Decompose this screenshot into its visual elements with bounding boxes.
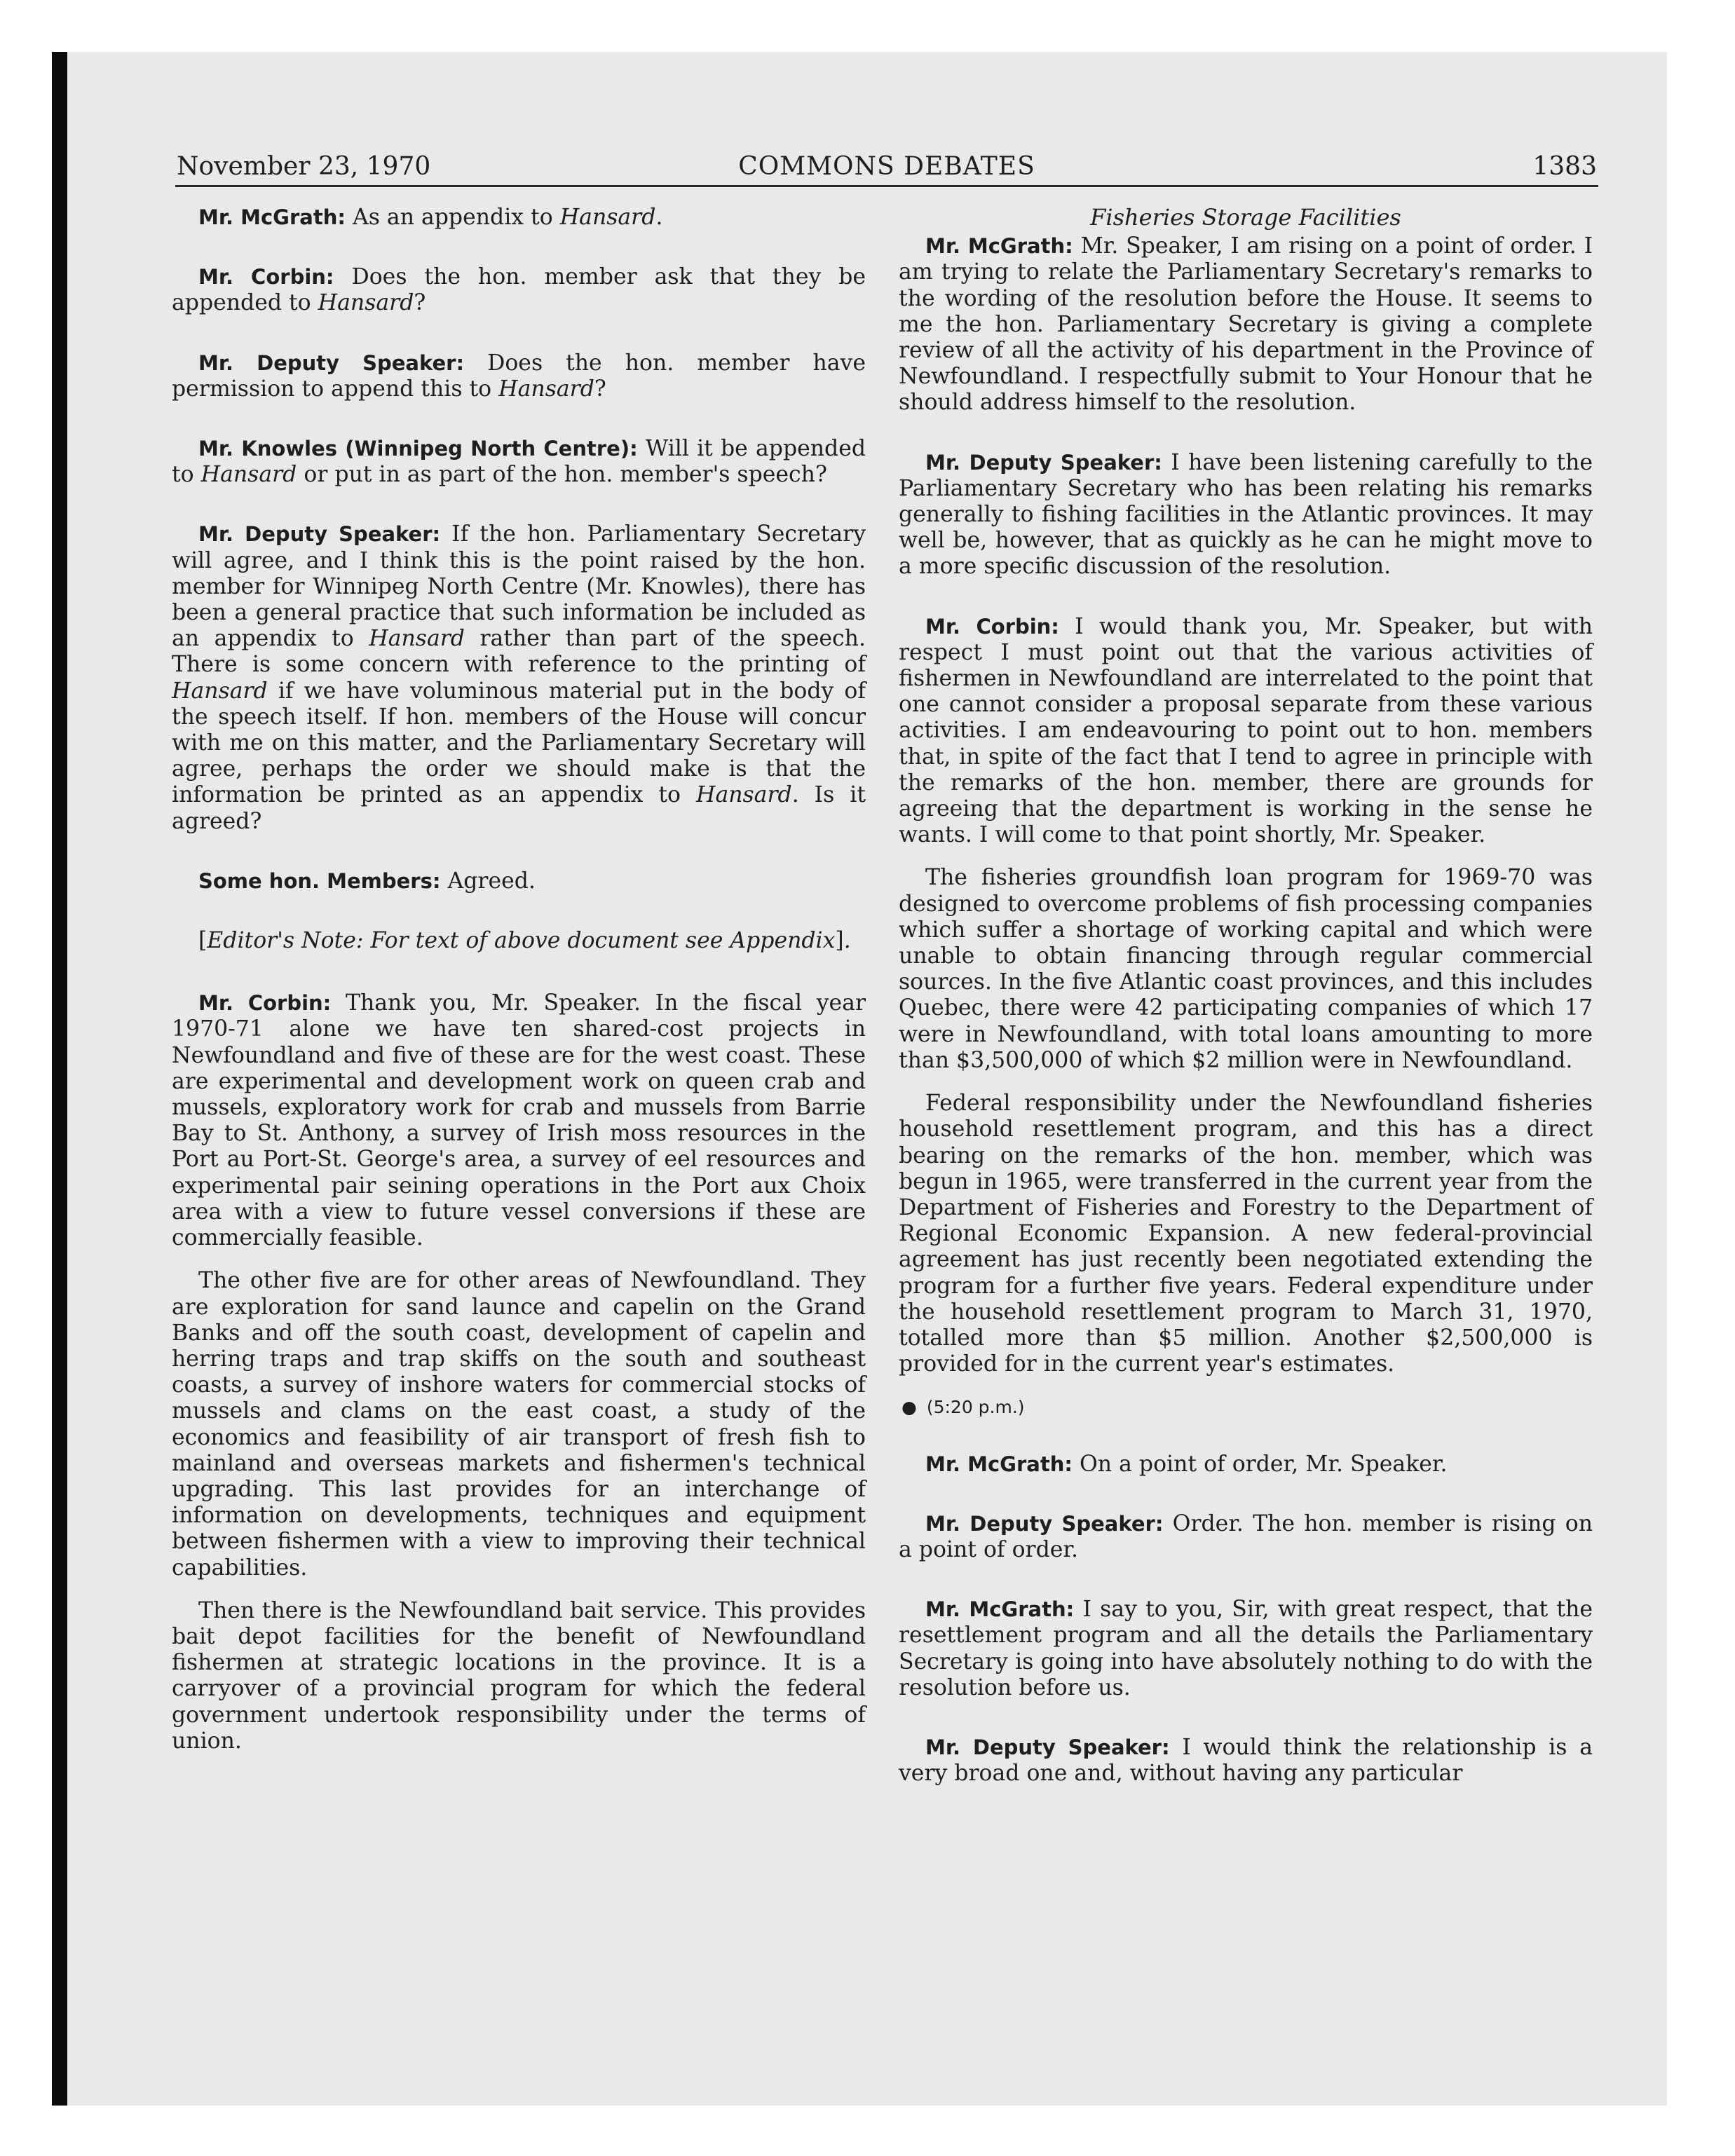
speech-text: I have been listening carefully to the Parliamentary Secretary who has been relating his remarks generally to fishing facilities in the Atlantic provinces. It may well be, however, that as quickly as he can he might move to a more specific discussion of the resolution. (899, 449, 1593, 580)
right-column (899, 205, 1593, 1820)
speech (172, 868, 866, 894)
speech-text: If the hon. Parliamentary Secretary will agree, and I think this is the point raised by the hon. member for Winnipeg North Centre (Mr. Knowles), there has been a general practice that such information be included as an appendix to Hansard rather than part of the speech. There is some concern with reference to the printing of Hansard if we have voluminous material put in the body of the speech itself. If hon. members of the House will concur with me on this matter, and the Parliamentary Secretary will agree, perhaps the order we should make is that the information be printed as an appendix to Hansard. Is it agreed? (172, 521, 866, 834)
speech-text: Will it be appended to Hansard or put in as part of the hon. member's speech? (172, 436, 866, 488)
speech-text: As an appendix to Hansard. (352, 205, 663, 230)
speech-text: I would thank you, Mr. Speaker, but with respect I must point out that the various activities of fishermen in Newfoundland are interrelated to the point that one cannot consider a proposal separate from these various activities. I am endeavouring to point out to hon. members that, in spite of the fact that I tend to agree in principle with the remarks of the hon. member, there are grounds for agreeing that the department is working in the sense he wants. I will come to that point shortly, Mr. Speaker. (899, 613, 1593, 848)
page-number: 1383 (1532, 152, 1597, 181)
speech (172, 264, 866, 316)
speech (172, 205, 866, 231)
page-header (177, 149, 1597, 185)
header-rule (175, 185, 1598, 187)
speech-text: I would think the relationship is a very broad one and, without having any particular (899, 1734, 1593, 1787)
speaker-name: Mr. Deputy Speaker: (925, 1511, 1164, 1536)
speaker-name: Mr. Deputy Speaker: (925, 1735, 1170, 1759)
speech (899, 1452, 1593, 1478)
speech (172, 350, 866, 402)
speech-text: Order. The hon. member is rising on a point of order. (899, 1510, 1593, 1562)
speech (172, 990, 866, 1251)
speech-text: Mr. Speaker, I am rising on a point of order. I am trying to relate the Parliamentary Secretary's remarks to the wording of the resolution before the House. It seems to me the hon. Parliamentary Secretary is giving a complete review of all the activity of his department in the Province of Newfoundland. I respectfully submit to Your Honour that he should address himself to the resolution. (899, 233, 1593, 416)
time-stamp-text: (5:20 p.m.) (926, 1397, 1025, 1418)
speaker-name: Mr. Corbin: (198, 991, 332, 1016)
speaker-name: Mr. McGrath: (925, 234, 1073, 259)
speech-text: Agreed. (447, 868, 536, 894)
paragraph: Federal responsibility under the Newfoundland fisheries household resettlement program, and this has a direct bearing on the remarks of the hon. member, which was begun in 1965, were transferred in the current year from the Department of Fisheries and Forestry to the Department of Regional Economic Expansion. A new federal-provincial agreement has just recently been negotiated extending the program for a further five years. Federal expenditure under the household resettlement program to March 31, 1970, totalled more than $5 million. Another $2,500,000 is provided for in the current year's estimates. (899, 1091, 1593, 1377)
speaker-name: Some hon. Members: (198, 868, 441, 893)
paragraph: The fisheries groundfish loan program for 1969-70 was designed to overcome problems of fish processing companies which suffer a shortage of working capital and which were unable to obtain financing through regular commercial sources. In the five Atlantic coast provinces, and this includes Quebec, there were 42 participating companies of which 17 were in Newfoundland, with total loans amounting to more than $3,500,000 of which $2 million were in Newfoundland. (899, 865, 1593, 1073)
speech-text: Does the hon. member have permission to append this to Hansard? (172, 350, 866, 402)
speech (172, 521, 866, 834)
left-column (172, 205, 866, 1771)
bullet-icon: ● (901, 1397, 917, 1418)
speaker-name: Mr. Knowles (Winnipeg North Centre): (198, 437, 638, 461)
header-title: COMMONS DEBATES (738, 152, 1035, 181)
speech-text: On a point of order, Mr. Speaker. (1079, 1451, 1448, 1477)
section-subheading: Fisheries Storage Facilities (1090, 204, 1401, 231)
paragraph: The other five are for other areas of Newfoundland. They are exploration for sand launce and capelin on the Grand Banks and off the south coast, development of capelin and herring traps and trap skiffs on the south and southeast coasts, a survey of inshore waters for commercial stocks of mussels and clams on the east coast, a study of the economics and feasibility of air transport of fresh fish to mainland and overseas markets and fishermen's technical upgrading. This last provides for an interchange of information on developments, techniques and equipment between fishermen with a view to improving their technical capabilities. (172, 1268, 866, 1581)
speaker-name: Mr. McGrath: (925, 1597, 1075, 1622)
speaker-name: Mr. Deputy Speaker: (198, 350, 465, 375)
time-stamp (899, 1394, 1593, 1420)
speech (172, 436, 866, 488)
speech (899, 614, 1593, 849)
paragraph: Then there is the Newfoundland bait service. This provides bait depot facilities for the benefit of Newfoundland fishermen at strategic locations in the province. It is a carryover of a provincial program for which the federal government undertook responsibility under the terms of union. (172, 1597, 866, 1754)
speech-text: Does the hon. member ask that they be appended to Hansard? (172, 264, 866, 316)
speaker-name: Mr. McGrath: (198, 205, 346, 229)
speech-text: Thank you, Mr. Speaker. In the fiscal year 1970-71 alone we have ten shared-cost projects in Newfoundland and five of these are for the west coast. These are experimental and development work on queen crab and mussels, exploratory work for crab and mussels from Barrie Bay to St. Anthony, a survey of Irish moss resources in the Port au Port-St. George's area, a survey of eel resources and experimental pair seining operations in the Port aux Choix area with a view to future vessel conversions if these are commercially feasible. (172, 990, 866, 1251)
speech (899, 233, 1593, 416)
header-date: November 23, 1970 (177, 152, 431, 181)
speaker-name: Mr. McGrath: (925, 1452, 1073, 1476)
speaker-name: Mr. Deputy Speaker: (198, 522, 441, 547)
speaker-name: Mr. Deputy Speaker: (925, 450, 1162, 475)
speaker-name: Mr. Corbin: (925, 614, 1059, 639)
binding-edge (52, 52, 67, 2106)
speech-text: I say to you, Sir, with great respect, that the resettlement program and all the details the Parliamentary Secretary is going into have absolutely nothing to do with the resolution before us. (899, 1597, 1593, 1700)
speech (899, 450, 1593, 580)
speech (899, 1597, 1593, 1701)
editors-note: [Editor's Note: For text of above document see Appendix]. (198, 928, 851, 954)
speech (899, 1511, 1593, 1563)
speaker-name: Mr. Corbin: (198, 265, 334, 289)
speech (899, 1735, 1593, 1787)
